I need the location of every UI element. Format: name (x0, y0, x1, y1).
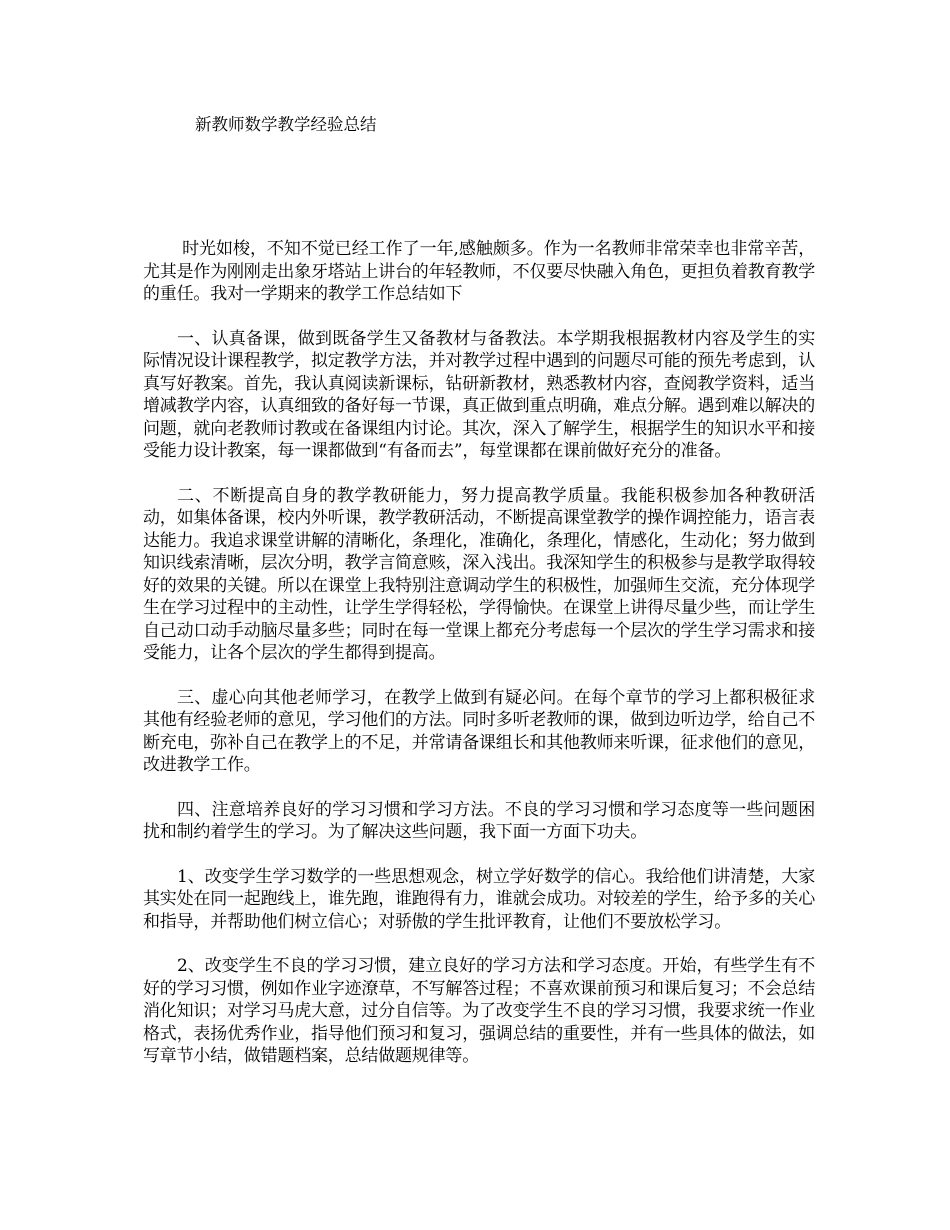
paragraph-item-2: 2、改变学生不良的学习习惯，建立良好的学习方法和学习态度。开始，有些学生有不好的学习习惯，例如作业字迹潦草，不写解答过程；不喜欢课前预习和课后复习；不会总结消化知识；对学习马虎大意，过分自信等。为了改变学生不良的学习习惯，我要求统一作业格式，表扬优秀作业，指导他们预习和复习，强调总结的重要性，并有一些具体的做法，如写章节小结，做错题档案，总结做题规律等。 (143, 956, 815, 1066)
paragraph-section-1: 一、认真备课，做到既备学生又备教材与备教法。本学期我根据教材内容及学生的实际情况设计课程教学，拟定教学方法，并对教学过程中遇到的问题尽可能的预先考虑到，认真写好教案。首先，我认真阅读新课标，钻研新教材，熟悉教材内容，查阅教学资料，适当增减教学内容，认真细致的备好每一节课，真正做到重点明确，难点分解。遇到难以解决的问题，就向老教师讨教或在备课组内讨论。其次，深入了解学生，根据学生的知识水平和接受能力设计教案，每一课都做到“有备而去”，每堂课都在课前做好充分的准备。 (143, 328, 815, 461)
paragraph-section-4: 四、注意培养良好的学习习惯和学习方法。不良的学习习惯和学习态度等一些问题困扰和制约着学生的学习。为了解决这些问题，我下面一方面下功夫。 (143, 799, 815, 842)
paragraph-section-3: 三、虚心向其他老师学习，在教学上做到有疑必问。在每个章节的学习上都积极征求其他有经验老师的意见，学习他们的方法。同时多听老教师的课，做到边听边学，给自己不断充电，弥补自己在教学上的不足，并常请备课组长和其他教师来听课，征求他们的意见，改进教学工作。 (143, 687, 815, 775)
paragraph-intro: 时光如梭，不知不觉已经工作了一年,感触颇多。作为一名教师非常荣幸也非常辛苦，尤其是作为刚刚走出象牙塔站上讲台的年轻教师，不仅要尽快融入角色，更担负着教育教学的重任。我对一学期来的教学工作总结如下 (143, 239, 815, 304)
paragraph-section-2: 二、不断提高自身的教学教研能力，努力提高教学质量。我能积极参加各种教研活动，如集体备课，校内外听课，教学教研活动，不断提高课堂教学的操作调控能力，语言表达能力。我追求课堂讲解的清晰化，条理化，准确化，条理化，情感化，生动化；努力做到知识线索清晰，层次分明，教学言简意赅，深入浅出。我深知学生的积极参与是教学取得较好的效果的关键。所以在课堂上我特别注意调动学生的积极性，加强师生交流，充分体现学生在学习过程中的主动性，让学生学得轻松，学得愉快。在课堂上讲得尽量少些，而让学生自己动口动手动脑尽量多些；同时在每一堂课上都充分考虑每一个层次的学生学习需求和接受能力，让各个层次的学生都得到提高。 (143, 485, 815, 663)
paragraph-item-1: 1、改变学生学习数学的一些思想观念，树立学好数学的信心。我给他们讲清楚，大家其实处在同一起跑线上，谁先跑，谁跑得有力，谁就会成功。对较差的学生，给予多的关心和指导，并帮助他们树立信心；对骄傲的学生批评教育，让他们不要放松学习。 (143, 866, 815, 932)
document-body (143, 238, 815, 1090)
document-title: 新教师数学教学经验总结 (195, 115, 377, 134)
